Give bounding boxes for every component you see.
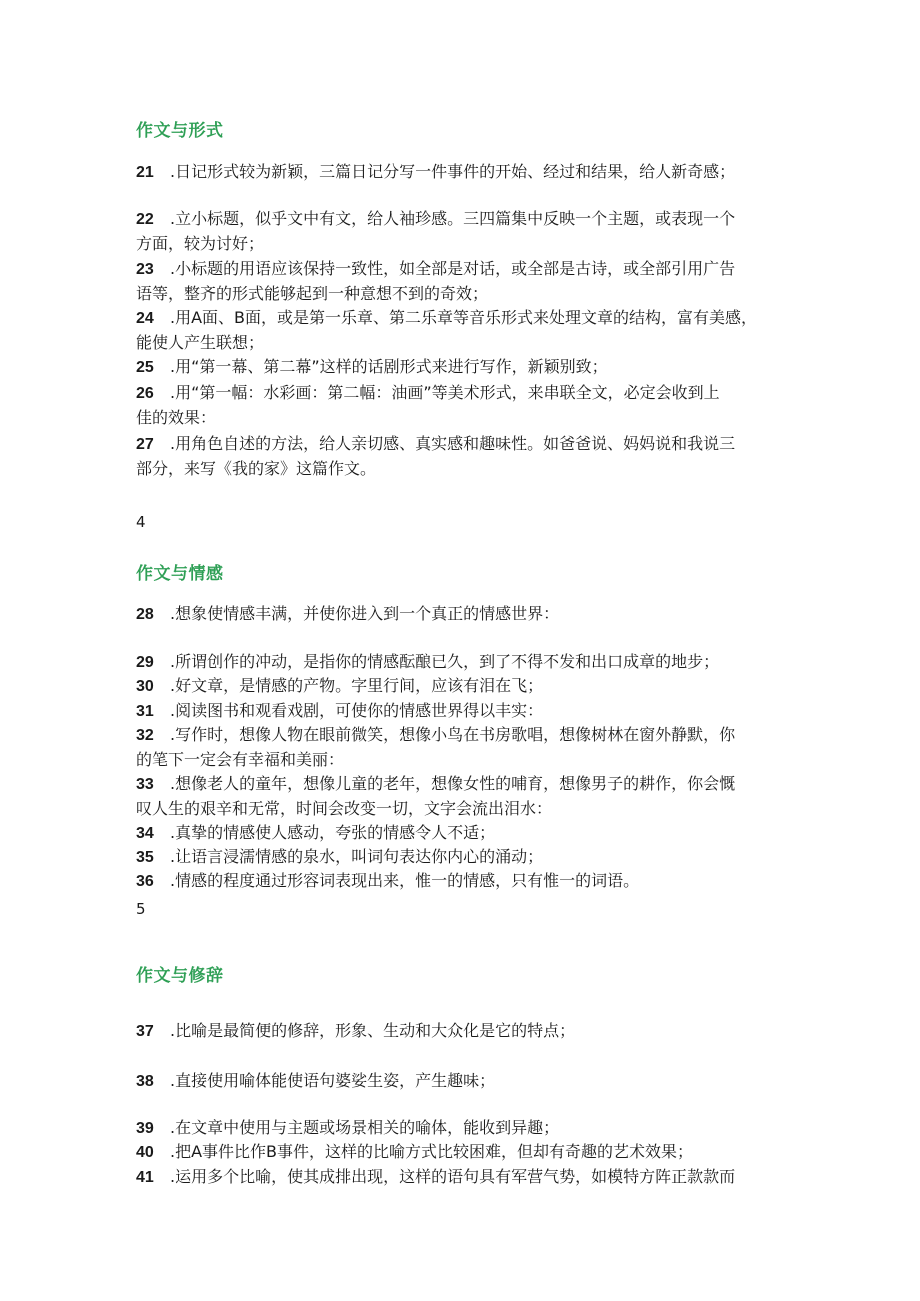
item-number: 35 (136, 849, 154, 866)
item-text-continued: 能使人产生联想； (136, 333, 265, 352)
item-text-continued: 方面，较为讨好； (136, 234, 265, 253)
item-text-continued: 佳的效果： (136, 408, 217, 427)
list-item (136, 1019, 786, 1044)
item-number: 24 (136, 310, 154, 327)
item-text-continued: 的笔下一定会有幸福和美丽： (136, 750, 345, 769)
list-item (136, 674, 786, 699)
item-text: .在文章中使用与主题或场景相关的喻体，能收到异趣； (170, 1118, 560, 1137)
item-text: .用A面、B面，或是第一乐章、第二乐章等音乐形式来处理文章的结构，富有美感， (170, 308, 758, 327)
list-item (136, 772, 786, 821)
list-item (136, 650, 786, 675)
item-number: 40 (136, 1144, 154, 1161)
item-number: 38 (136, 1073, 154, 1090)
item-number: 23 (136, 261, 154, 278)
item-text: .小标题的用语应该保持一致性，如全部是对话，或全部是古诗，或全部引用广告 (170, 259, 736, 278)
list-item (136, 1165, 786, 1190)
list-item (136, 1069, 786, 1094)
list-item (136, 699, 786, 724)
item-number: 36 (136, 873, 154, 890)
section-heading: 作文与修辞 (136, 966, 224, 986)
item-text: .想象使情感丰满，并使你进入到一个真正的情感世界： (170, 604, 560, 623)
list-item (136, 821, 786, 846)
item-text: .情感的程度通过形容词表现出来，惟一的情感，只有惟一的词语。 (170, 871, 640, 890)
item-number: 30 (136, 678, 154, 695)
item-number: 32 (136, 727, 154, 744)
item-number: 27 (136, 436, 154, 453)
item-number: 31 (136, 703, 154, 720)
item-text: .用“第一幅：水彩画：第二幅：油画”等美术形式，来串联全文，必定会收到上 (170, 383, 720, 402)
item-text: .写作时，想像人物在眼前微笑，想像小鸟在书房歌唱，想像树林在窗外静默，你 (170, 725, 736, 744)
item-text-continued: 叹人生的艰辛和无常，时间会改变一切，文字会流出泪水： (136, 799, 553, 818)
list-item (136, 869, 786, 894)
section-heading: 作文与形式 (136, 121, 224, 141)
item-text: .让语言浸濡情感的泉水，叫词句表达你内心的涌动； (170, 847, 544, 866)
item-text: .把A事件比作B事件，这样的比喻方式比较困难，但却有奇趣的艺术效果； (170, 1142, 694, 1161)
item-number: 22 (136, 211, 154, 228)
list-item (136, 1140, 786, 1165)
item-text-continued: 语等，整齐的形式能够起到一种意想不到的奇效； (136, 284, 489, 303)
item-text: .立小标题，似乎文中有文，给人袖珍感。三四篇集中反映一个主题，或表现一个 (170, 209, 736, 228)
list-item (136, 306, 786, 355)
list-item (136, 207, 786, 256)
list-item (136, 381, 786, 430)
list-item (136, 723, 786, 772)
list-item (136, 160, 786, 185)
item-text: .运用多个比喻，使其成排出现，这样的语句具有军营气势，如模特方阵正款款而 (170, 1167, 736, 1186)
page-number: 4 (136, 513, 146, 531)
item-text: .所谓创作的冲动，是指你的情感酝酿已久，到了不得不发和出口成章的地步； (170, 652, 720, 671)
item-text: .真挚的情感使人感动，夸张的情感令人不适； (170, 823, 496, 842)
section-heading: 作文与情感 (136, 564, 224, 584)
item-number: 41 (136, 1169, 154, 1186)
item-text: .比喻是最简便的修辞，形象、生动和大众化是它的特点； (170, 1021, 576, 1040)
item-number: 21 (136, 164, 154, 181)
item-number: 28 (136, 606, 154, 623)
item-number: 29 (136, 654, 154, 671)
item-text: .想像老人的童年，想像儿童的老年，想像女性的哺育，想像男子的耕作，你会慨 (170, 774, 736, 793)
item-number: 37 (136, 1023, 154, 1040)
list-item (136, 257, 786, 306)
list-item (136, 602, 786, 627)
item-number: 34 (136, 825, 154, 842)
item-number: 26 (136, 385, 154, 402)
item-text: .阅读图书和观看戏剧，可使你的情感世界得以丰实： (170, 701, 544, 720)
list-item (136, 845, 786, 870)
item-text: .好文章，是情感的产物。字里行间，应该有泪在飞； (170, 676, 544, 695)
list-item (136, 432, 786, 481)
item-number: 39 (136, 1120, 154, 1137)
item-text: .日记形式较为新颖，三篇日记分写一件事件的开始、经过和结果，给人新奇感； (170, 162, 736, 181)
list-item (136, 1116, 786, 1141)
item-text: .直接使用喻体能使语句婆娑生姿，产生趣味； (170, 1071, 496, 1090)
item-number: 33 (136, 776, 154, 793)
item-text: .用“第一幕、第二幕”这样的话剧形式来进行写作，新颖别致； (170, 357, 608, 376)
list-item (136, 355, 786, 380)
item-number: 25 (136, 359, 154, 376)
page-number: 5 (136, 900, 146, 918)
item-text: .用角色自述的方法，给人亲切感、真实感和趣味性。如爸爸说、妈妈说和我说三 (170, 434, 736, 453)
item-text-continued: 部分，来写《我的家》这篇作文。 (136, 459, 377, 478)
